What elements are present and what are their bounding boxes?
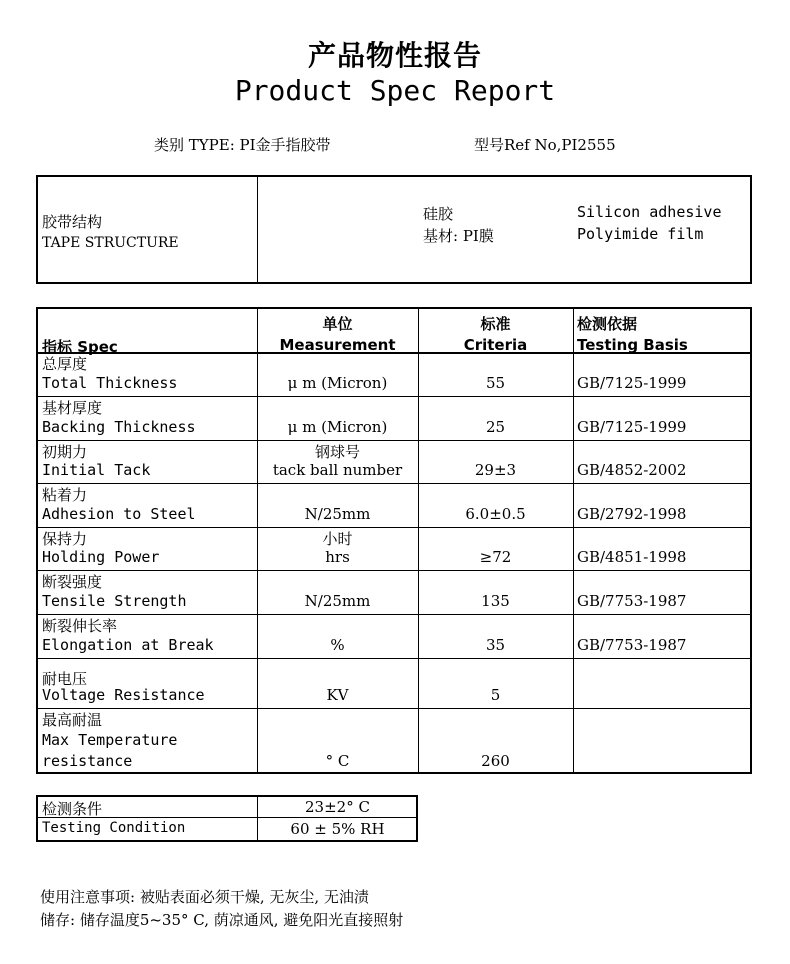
spec-name-cn: 基材厚度: [42, 399, 103, 417]
spec-name-cn: 总厚度: [42, 355, 88, 373]
structure-label-en: TAPE STRUCTURE: [42, 235, 179, 251]
header-criteria-en: Criteria: [463, 336, 528, 354]
spec-unit: N/25mm: [304, 505, 371, 523]
row-divider: [38, 396, 750, 397]
header-basis-en: Testing Basis: [577, 336, 688, 354]
row-divider: [38, 614, 750, 615]
layer-adhesive-en: Silicon adhesive: [577, 203, 722, 221]
row-divider: [38, 570, 750, 571]
spec-criteria: 29±3: [474, 461, 517, 479]
spec-name-en: Elongation at Break: [42, 636, 214, 654]
report-title-en: Product Spec Report: [234, 74, 556, 107]
spec-name-en: Max Temperature: [42, 731, 178, 749]
spec-name-en: Voltage Resistance: [42, 686, 205, 704]
row-divider: [38, 708, 750, 709]
header-unit-en: Measurement: [279, 336, 396, 354]
spec-name-cn: 断裂强度: [42, 573, 103, 591]
col-divider: [573, 309, 574, 772]
spec-name-en: Initial Tack: [42, 461, 151, 479]
product-ref: 型号Ref No,PI2555: [474, 136, 616, 154]
spec-table: [36, 307, 752, 774]
spec-criteria: 135: [481, 592, 510, 610]
layer-film-en: Polyimide film: [577, 225, 704, 243]
spec-basis: GB/4851-1998: [577, 548, 687, 566]
condition-label-cn: 检测条件: [42, 800, 103, 818]
spec-basis: GB/7125-1999: [577, 418, 687, 436]
spec-criteria: 260: [481, 752, 510, 770]
spec-unit-cn: 钢球号: [314, 443, 360, 461]
spec-name-en: Holding Power: [42, 548, 160, 566]
spec-unit: tack ball number: [272, 461, 403, 479]
condition-temperature: 23±2° C: [305, 798, 370, 816]
spec-unit: %: [330, 636, 345, 654]
spec-unit: μ m (Micron): [287, 374, 388, 392]
report-title-cn: 产品物性报告: [307, 39, 482, 72]
spec-name-cn: 最高耐温: [42, 711, 103, 729]
spec-basis: GB/7125-1999: [577, 374, 687, 392]
spec-name-en: Tensile Strength: [42, 592, 187, 610]
testing-condition-table: [36, 795, 418, 842]
spec-criteria: 25: [485, 418, 506, 436]
spec-name-en: Adhesion to Steel: [42, 505, 196, 523]
spec-name-cn: 断裂伸长率: [42, 617, 118, 635]
header-unit-cn: 单位: [322, 315, 353, 333]
spec-unit: μ m (Micron): [287, 418, 388, 436]
layer-adhesive-cn: 硅胶: [423, 205, 454, 223]
storage-note: 储存: 储存温度5~35° C, 荫凉通风, 避免阳光直接照射: [40, 911, 404, 929]
header-basis-cn: 检测依据: [577, 315, 638, 333]
spec-criteria: 35: [485, 636, 506, 654]
spec-name-en-cont: resistance: [42, 752, 133, 770]
spec-name-cn: 粘着力: [42, 486, 88, 504]
usage-note: 使用注意事项: 被贴表面必须干燥, 无灰尘, 无油渍: [40, 888, 369, 906]
spec-name-cn: 耐电压: [42, 670, 88, 688]
row-divider: [38, 658, 750, 659]
structure-divider: [257, 177, 258, 282]
product-type: 类别 TYPE: PI金手指胶带: [154, 136, 331, 154]
row-divider: [38, 483, 750, 484]
header-criteria-cn: 标准: [480, 315, 511, 333]
spec-criteria: 5: [490, 686, 501, 704]
spec-unit: N/25mm: [304, 592, 371, 610]
spec-unit-cn: 小时: [322, 530, 353, 548]
spec-basis: GB/2792-1998: [577, 505, 687, 523]
structure-label-cn: 胶带结构: [42, 213, 103, 231]
spec-basis: GB/7753-1987: [577, 636, 687, 654]
spec-unit: hrs: [325, 548, 350, 566]
spec-criteria: ≥72: [479, 548, 512, 566]
spec-name-cn: 初期力: [42, 443, 88, 461]
layer-film-cn: 基材: PI膜: [423, 227, 494, 245]
spec-name-en: Backing Thickness: [42, 418, 196, 436]
spec-unit: ° C: [325, 752, 350, 770]
header-spec: 指标 Spec: [42, 338, 118, 356]
spec-criteria: 55: [485, 374, 506, 392]
spec-basis: GB/4852-2002: [577, 461, 687, 479]
tape-structure-box: [36, 175, 752, 284]
spec-criteria: 6.0±0.5: [465, 505, 526, 523]
spec-name-cn: 保持力: [42, 530, 88, 548]
spec-basis: GB/7753-1987: [577, 592, 687, 610]
spec-unit: KV: [326, 686, 349, 704]
spec-name-en: Total Thickness: [42, 374, 178, 392]
condition-humidity: 60 ± 5% RH: [290, 820, 385, 838]
condition-label-en: Testing Condition: [42, 820, 186, 836]
